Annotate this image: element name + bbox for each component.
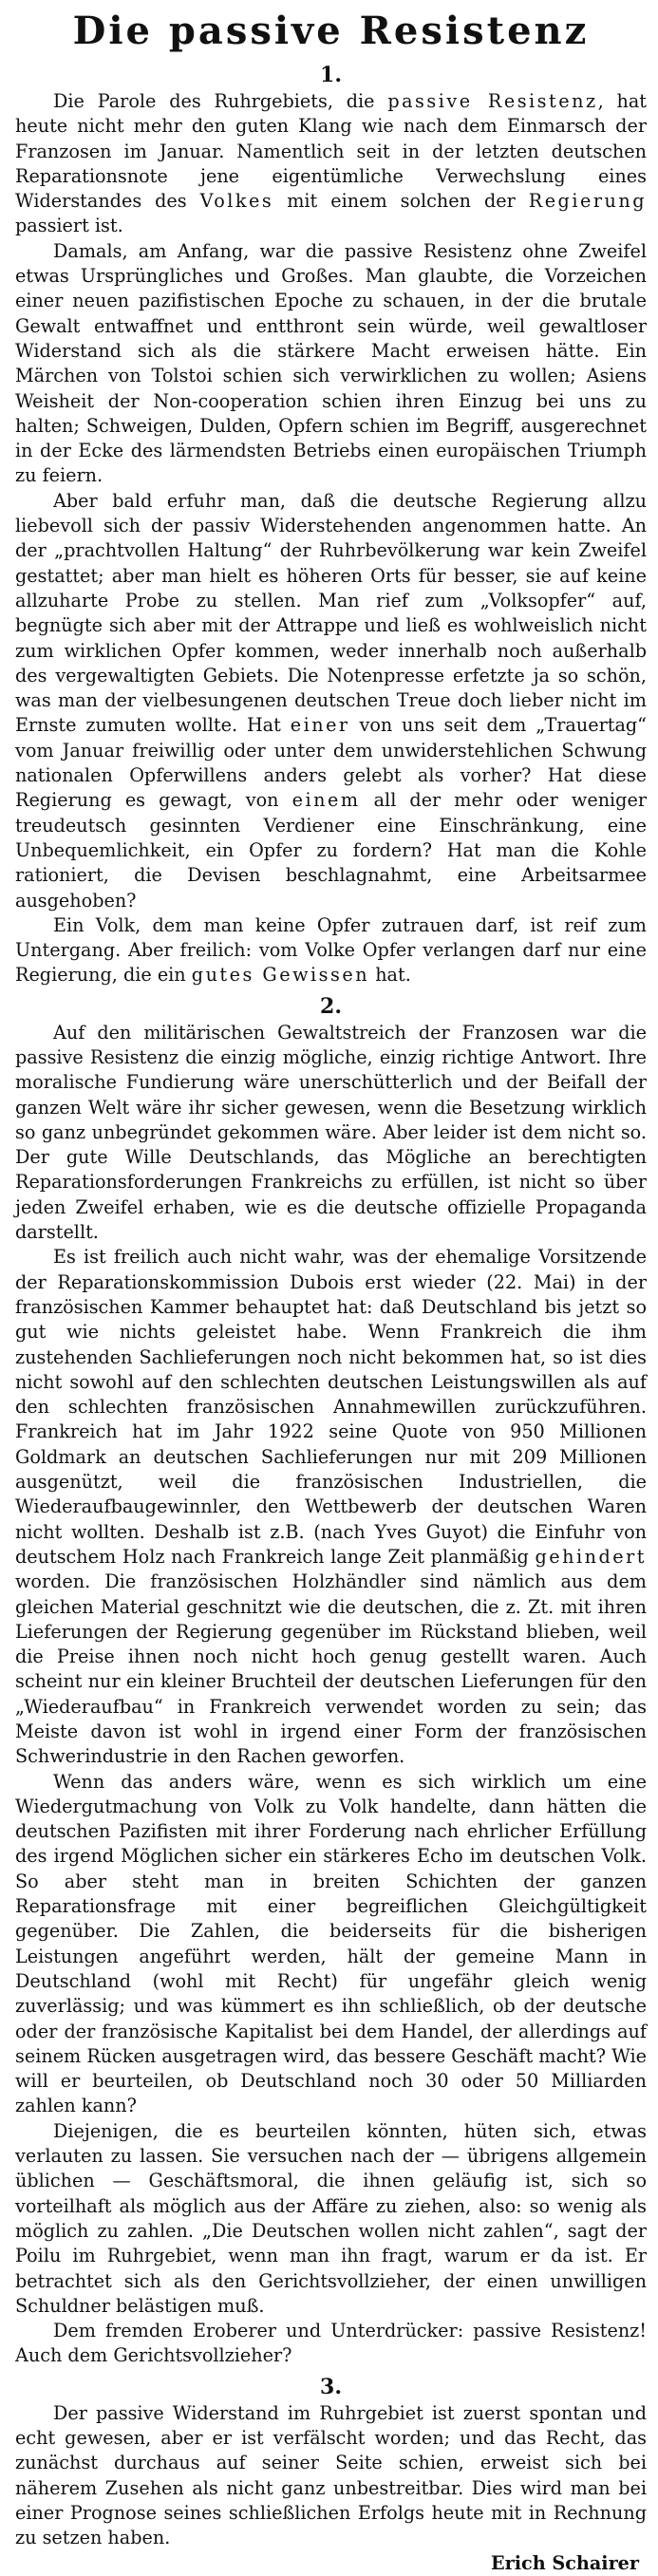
text-run: worden. Die französischen Holzhändler sind nämlich aus dem gleichen Material geschnitzt wie die deutschen, die z. Zt. mit ihren Lieferungen der Regierung gegenüber im Rückstand blieben, weil die Preise ihnen noch nicht hoch genug gestellt waren. Auch scheint nur ein kleiner Bruchteil der deutschen Lieferungen für den „Wiederaufbau“ in Frankreich verwendet worden zu sein; das Meiste davon ist wohl in irgend einer Form der französischen Schwerindustrie in den Rachen geworfen.	[15, 1570, 647, 1768]
text-run: passiert ist.	[15, 215, 123, 237]
section3-paragraph-1: Der passive Widerstand im Ruhrgebiet ist zuerst spontan und echt gewesen, aber er ist verfälscht worden; und das Recht, das zunächst durchaus auf seiner Seite schien, erweist sich bei näherem Zusehen als nicht ganz unbestreitbar. Dies wird man bei einer Prognose seines schließlichen Erfolgs heute mit in Rechnung zu setzen haben.	[15, 2401, 647, 2549]
text-run: Ein Volk, dem man keine Opfer zutrauen darf, ist reif zum Untergang. Aber freilich: vom Volke Opfer verlangen darf nur eine Regierung, die ein	[15, 913, 647, 987]
text-run: , hat heute nicht mehr den guten Klang wie nach dem Einmarsch der Franzosen im Januar. Namentlich seit in der letzten deutschen Reparationsnote jene eigentümliche Verwechslung eines Widerstandes des	[15, 90, 647, 213]
section2-paragraph-4: Diejenigen, die es beurteilen könnten, hüten sich, etwas verlauten zu lassen. Sie versuchen nach der — übrigens allgemein üblichen — Geschäftsmoral, die ihnen geläufig ist, sich so vorteilhaft als möglich aus der Affäre zu ziehen, also: so wenig als möglich zu zahlen. „Die Deutschen wollen nicht zahlen“, sagt der Poilu im Ruhrgebiet, wenn man ihn fragt, warum er da ist. Er betrachtet sich als den Gerichtsvollzieher, der einen unwilligen Schuldner belästigen muß.	[15, 2119, 647, 2317]
text-run: Aber bald erfuhr man, daß die deutsche Regierung allzu liebevoll sich der passiv Widerstehenden angenommen hatte. An der „prachtvollen Haltung“ der Ruhrbevölkerung war kein Zweifel gestattet; aber man hielt es höheren Orts für besser, sie auf keine allzuharte Probe zu stellen. Man rief zum „Volksopfer“ auf, begnügte sich aber mit der Attrappe und ließ es wohlweislich nicht zum wirklichen Opfer kommen, weder innerhalb noch außerhalb des vergewaltigten Gebiets. Die Notenpresse erfetzte ja so schön, was man der vielbesungenen deutschen Treue doch lieber nicht im Ernste zumuten wollte. Hat	[15, 489, 647, 737]
text-run: Es ist freilich auch nicht wahr, was der ehemalige Vorsitzende der Reparationskommission Dubois erst wieder (22. Mai) in der französischen Kammer behauptet hat: daß Deutschland bis jetzt so gut wie nichts geleistet habe. Wenn Frankreich die ihm zustehenden Sachlieferungen noch nicht bekommen hat, so ist dies nicht sowohl auf den schlechten deutschen Leistungswillen als auf den schlechten französischen Annahmewillen zurückzuführen. Frankreich hat im Jahr 1922 seine Quote von 950 Millionen Goldmark an deutschen Sachlieferungen nur mit 209 Millionen ausgenützt, weil die französischen Industriellen, die Wiederaufbaugewinnler, den Wettbewerb der deutschen Waren nicht wollten. Deshalb ist z.B. (nach Yves Guyot) die Einfuhr von deutschem Holz nach Frankreich lange Zeit planmäßig	[15, 1246, 647, 1568]
author-signature: Erich Schairer	[491, 2551, 639, 2574]
emphasis-text: Volkes	[199, 190, 274, 213]
emphasis-text: gutes Gewissen	[191, 964, 370, 987]
section1-paragraph-4	[15, 913, 647, 988]
text-run: mit einem solchen der	[273, 190, 529, 213]
emphasis-text: Regierung	[528, 190, 647, 213]
emphasis-text: einem	[291, 789, 361, 812]
section1-paragraph-2: Damals, am Anfang, war die passive Resistenz ohne Zweifel etwas Ursprüngliches und Großes. Man glaubte, die Vorzeichen einer neuen pazifistischen Epoche zu schauen, in der die brutale Gewalt entwaffnet und entthront sein würde, weil gewaltloser Widerstand sich als die stärkere Macht erweisen hätte. Ein Märchen von Tolstoi schien sich verwirklichen zu wollen; Asiens Weisheit der Non-cooperation schien ihren Einzug bei uns zu halten; Schweigen, Dulden, Opfern schien im Begriff, ausgerechnet in der Ecke des lärmendsten Betriebs einen europäischen Triumph zu feiern.	[15, 239, 647, 487]
section1-paragraph-3	[15, 489, 647, 913]
section2-paragraph-2	[15, 1245, 647, 1769]
emphasis-text: passive Resistenz	[387, 90, 598, 112]
emphasis-text: gehindert	[535, 1545, 647, 1568]
text-run: Die Parole des Ruhrgebiets, die	[53, 90, 388, 112]
section1-paragraph-1	[15, 89, 647, 239]
section2-paragraph-5: Dem fremden Eroberer und Unterdrücker: passive Resistenz! Auch dem Gerichtsvollzieher?	[15, 2320, 647, 2367]
text-run: hat.	[369, 964, 411, 987]
section2-paragraph-1: Auf den militärischen Gewaltstreich der Franzosen war die passive Resistenz die einzig mögliche, einzig richtige Antwort. Ihre moralische Fundierung wäre unerschütterlich und der Beifall der ganzen Welt wäre ihr sicher gewesen, wenn die Besetzung wirklich so ganz unbegründet gekommen wäre. Aber leider ist dem nicht so. Der gute Wille Deutschlands, das Mögliche an berechtigten Reparationsforderungen Frankreichs zu erfüllen, ist nicht so über jeden Zweifel erhaben, wie es die deutsche offizielle Propaganda darstellt.	[15, 1021, 647, 1244]
section-number-3: 3.	[320, 2374, 342, 2399]
emphasis-text: einer	[290, 714, 350, 737]
text-run: all der mehr oder weniger treudeutsch gesinnten Verdiener eine Einschränkung, eine Unbequemlichkeit, ein Opfer zu fordern? Hat man die Kohle rationiert, die Devisen beschlagnahmt, eine Arbeitsarmee ausgehoben?	[15, 789, 647, 912]
section2-paragraph-3: Wenn das anders wäre, wenn es sich wirklich um eine Wiedergutmachung von Volk zu Volk handelte, dann hätten die deutschen Pazifisten mit ihrer Forderung nach ehrlicher Erfüllung des irgend Möglichen sicher ein stärkeres Echo im deutschen Volk. So aber steht man in breiten Schichten der ganzen Reparationsfrage mit einer begreiflichen Gleichgültigkeit gegenüber. Die Zahlen, die beiderseits für die bisherigen Leistungen angeführt werden, hält der gemeine Mann in Deutschland (wohl mit Recht) für ungefähr gleich wenig zuverlässig; und was kümmert es ihn schließlich, ob der deutsche oder der französische Kapitalist bei dem Handel, der allerdings auf seinem Rücken ausgetragen wird, das bessere Geschäft macht? Wie will er beurteilen, ob Deutschland noch 30 oder 50 Milliarden zahlen kann?	[15, 1770, 647, 2117]
article-title: Die passive Resistenz	[72, 9, 590, 53]
section-number-2: 2.	[320, 993, 342, 1019]
text-run: von uns seit dem „Trauertag“ vom Januar freiwillig oder unter dem unwiderstehlichen Schwung nationalen Opferwillens anders gelebt als vorher? Hat diese Regierung es gewagt, von	[15, 714, 647, 812]
section-number-1: 1.	[320, 63, 342, 87]
